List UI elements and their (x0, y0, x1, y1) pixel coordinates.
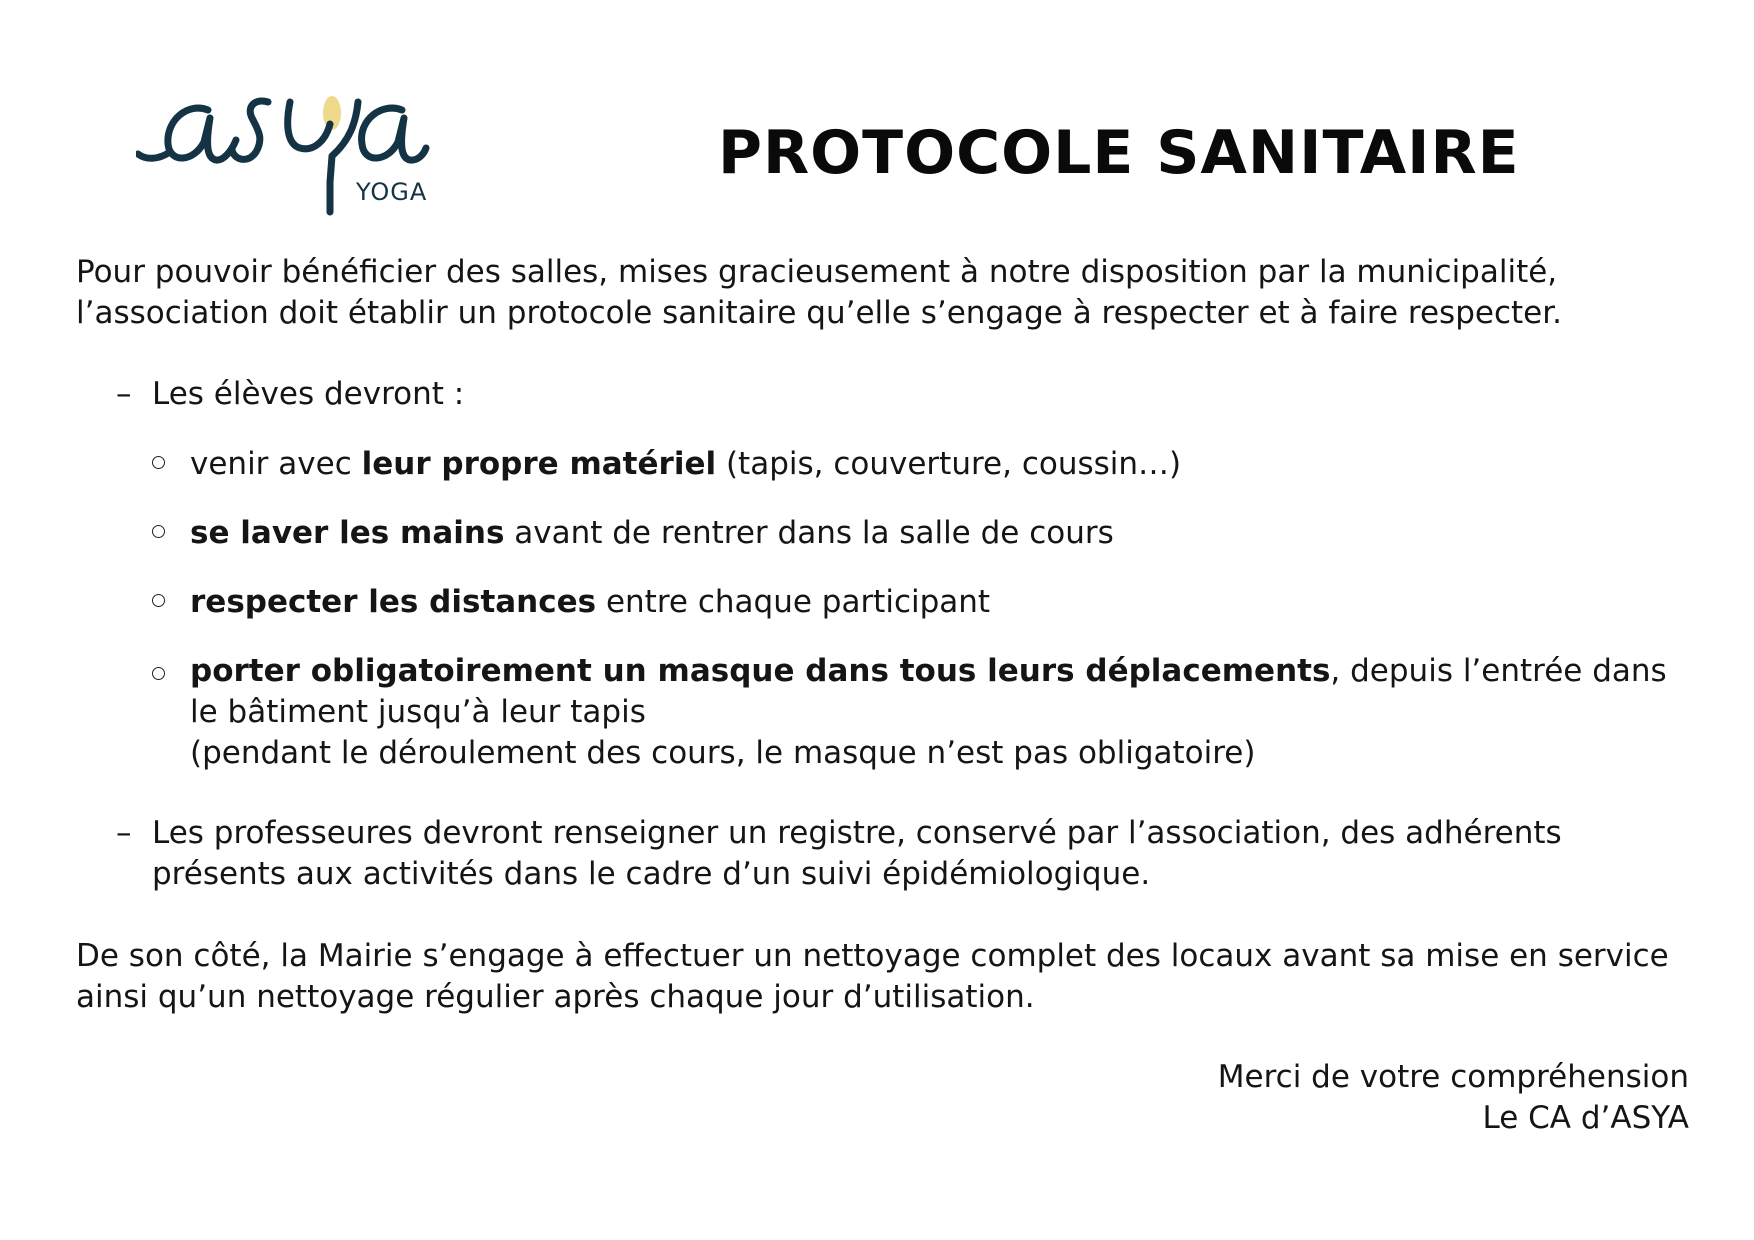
circle-bullet-icon (152, 667, 165, 680)
list-item-text: venir avec leur propre matériel (tapis, couverture, coussin…) (190, 446, 1182, 482)
dash-bullet: – (116, 815, 132, 851)
page-title: PROTOCOLE SANITAIRE (718, 118, 1520, 188)
outro-paragraph: De son côté, la Mairie s’engage à effectuer un nettoyage complet des locaux avant sa mise en service ainsi qu’un nettoyage régulier après chaque jour d’utilisation. (76, 938, 1669, 1015)
teachers-section (116, 813, 1696, 895)
signature-line: Le CA d’ASYA (1482, 1100, 1689, 1136)
list-item-text: respecter les distances entre chaque participant (190, 584, 991, 620)
list-item (152, 651, 1696, 774)
intro-paragraph: Pour pouvoir bénéficier des salles, mises gracieusement à notre disposition par la municipalité, l’association doit établir un protocole sanitaire qu’elle s’engage à respecter et à faire respecter. (76, 254, 1562, 331)
signature-block (1218, 1057, 1689, 1139)
circle-bullet-icon (152, 456, 165, 469)
list-item (152, 444, 1696, 485)
students-label: Les élèves devront : (152, 376, 465, 412)
list-item (152, 513, 1696, 554)
thanks-line: Merci de votre compréhension (1217, 1059, 1689, 1095)
list-item-text: porter obligatoirement un masque dans tous leurs déplacements, depuis l’entrée dans le bâtiment jusqu’à leur tapis (pendant le déroulement des cours, le masque n’est pas obligatoire) (190, 653, 1667, 771)
circle-bullet-icon (152, 594, 165, 607)
students-section (116, 374, 1696, 415)
circle-bullet-icon (152, 525, 165, 538)
list-item-text: se laver les mains avant de rentrer dans la salle de cours (190, 515, 1114, 551)
list-item (152, 582, 1696, 623)
logo-subtitle: YOGA (356, 178, 428, 206)
mask-note: (pendant le déroulement des cours, le masque n’est pas obligatoire) (190, 735, 1256, 771)
dash-bullet: – (116, 376, 132, 412)
teachers-text: Les professeures devront renseigner un registre, conservé par l’association, des adhérents présents aux activités dans le cadre d’un suivi épidémiologique. (152, 815, 1562, 892)
asya-yoga-logo (136, 62, 456, 232)
